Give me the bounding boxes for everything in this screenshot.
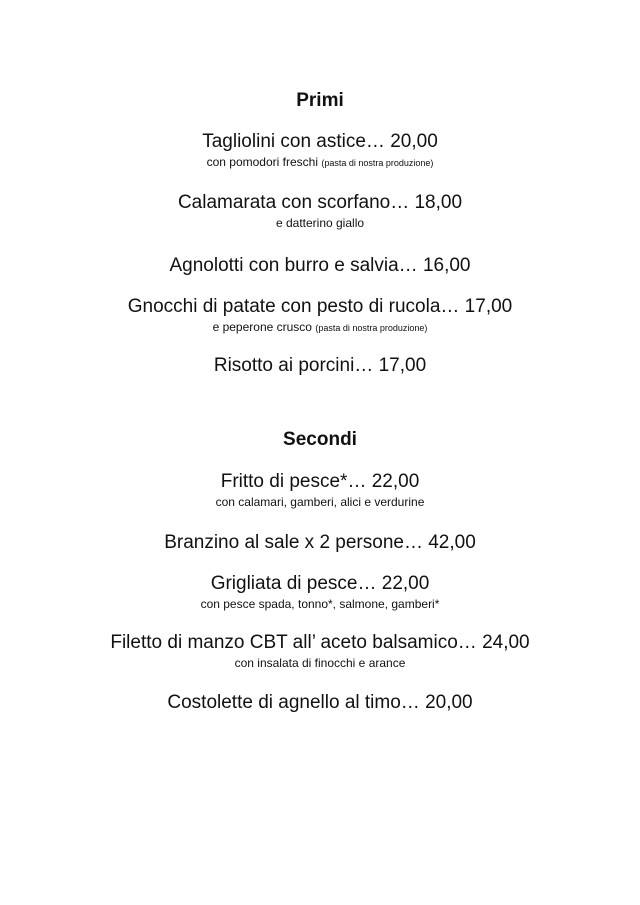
menu-item-description: con calamari, gamberi, alici e verdurine xyxy=(215,495,425,509)
menu-item-name: Costolette di agnello al timo… 20,00 xyxy=(167,692,473,713)
menu-item-description: con pomodori freschi (pasta di nostra produzione) xyxy=(206,155,434,169)
menu-item-description: e peperone crusco (pasta di nostra produzione) xyxy=(212,320,428,334)
menu-item-name: Branzino al sale x 2 persone… 42,00 xyxy=(164,532,476,553)
menu-item-note: (pasta di nostra produzione) xyxy=(315,323,428,333)
menu-item xyxy=(0,531,640,555)
menu-item xyxy=(0,354,640,378)
menu-item-name: Filetto di manzo CBT all’ aceto balsamico… 24,00 xyxy=(110,632,530,653)
menu-item xyxy=(0,631,640,671)
menu-item-name: Fritto di pesce*… 22,00 xyxy=(220,471,420,492)
menu-item xyxy=(0,254,640,278)
menu-item-note: (pasta di nostra produzione) xyxy=(321,158,434,168)
menu-item-name: Risotto ai porcini… 17,00 xyxy=(213,355,427,376)
menu-item-description: e datterino giallo xyxy=(275,216,365,230)
menu-item xyxy=(0,191,640,231)
menu-item xyxy=(0,295,640,336)
menu-item-name: Gnocchi di patate con pesto di rucola… 17,00 xyxy=(127,296,513,317)
menu-item xyxy=(0,470,640,510)
section-title-secondi: Secondi xyxy=(283,429,357,450)
menu-item-name: Tagliolini con astice… 20,00 xyxy=(202,131,438,152)
menu-item-name: Calamarata con scorfano… 18,00 xyxy=(177,192,463,213)
menu-item-description: con pesce spada, tonno*, salmone, gamberi* xyxy=(200,597,440,611)
menu-item-description: con insalata di finocchi e arance xyxy=(234,656,406,670)
menu-item xyxy=(0,130,640,171)
menu-item-name: Grigliata di pesce… 22,00 xyxy=(210,573,430,594)
menu-item-name: Agnolotti con burro e salvia… 16,00 xyxy=(169,255,471,276)
menu-item xyxy=(0,691,640,715)
section-title-primi: Primi xyxy=(296,90,344,111)
menu-item xyxy=(0,572,640,612)
